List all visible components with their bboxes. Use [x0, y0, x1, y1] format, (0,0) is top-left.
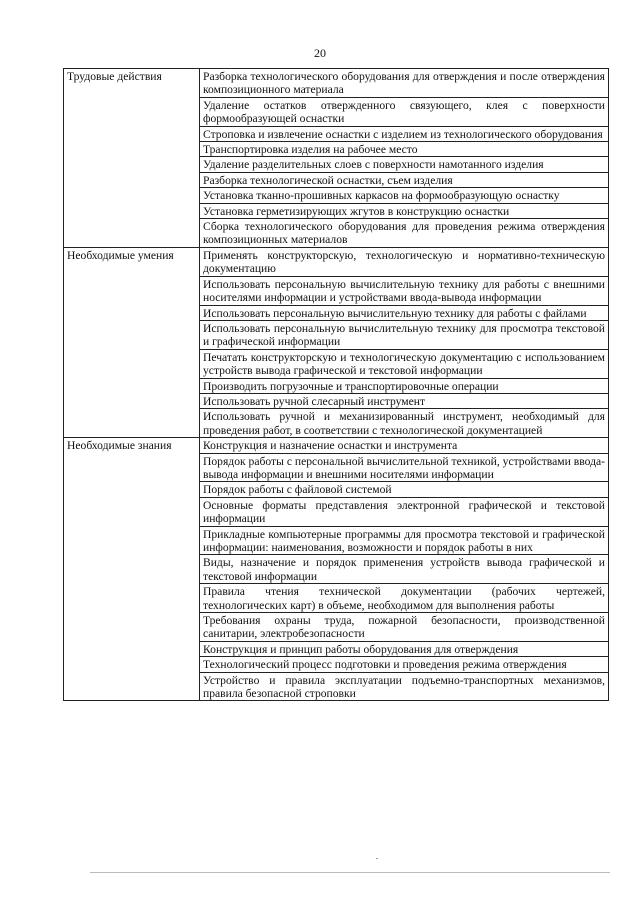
- requirement-item: Печатать конструкторскую и технологическую документацию с использованием устройств вывода графической и текстовой информации: [200, 349, 609, 378]
- table-row: [64, 69, 609, 98]
- requirement-item: Удаление разделительных слоев с поверхности намотанного изделия: [200, 157, 609, 172]
- requirement-item: Удаление остатков отвержденного связующего, клея с поверхности формообразующей оснастки: [200, 97, 609, 126]
- requirement-item: Производить погрузочные и транспортировочные операции: [200, 378, 609, 393]
- requirement-item: Порядок работы с файловой системой: [200, 482, 609, 497]
- requirement-item: Установка тканно-прошивных каркасов на формообразующую оснастку: [200, 188, 609, 203]
- requirement-item: Требования охраны труда, пожарной безопасности, производственной санитарии, электробезопасности: [200, 613, 609, 642]
- requirement-item: Порядок работы с персональной вычислительной техникой, устройствами ввода-вывода информации и внешними носителями информации: [200, 453, 609, 482]
- table-row: [64, 247, 609, 276]
- requirement-item: Применять конструкторскую, технологическую и нормативно-техническую документацию: [200, 247, 609, 276]
- requirement-item: Транспортировка изделия на рабочее место: [200, 142, 609, 157]
- section-category: Трудовые действия: [64, 69, 200, 248]
- requirement-item: Технологический процесс подготовки и проведения режима отверждения: [200, 657, 609, 672]
- table-row: [64, 438, 609, 453]
- requirement-item: Разборка технологической оснастки, съем изделия: [200, 172, 609, 187]
- requirement-item: Конструкция и принцип работы оборудования для отверждения: [200, 641, 609, 656]
- requirement-item: Строповка и извлечение оснастки с изделием из технологического оборудования: [200, 126, 609, 141]
- page-number: 20: [314, 46, 326, 60]
- requirement-item: Правила чтения технической документации (рабочих чертежей, технологических карт) в объеме, необходимом для выполнения работы: [200, 584, 609, 613]
- requirement-item: Разборка технологического оборудования для отверждения и после отверждения композиционного материала: [200, 69, 609, 98]
- section-category: Необходимые знания: [64, 438, 200, 701]
- bottom-rule: [90, 872, 610, 873]
- requirement-item: Устройство и правила эксплуатации подъемно-транспортных механизмов, правила безопасной строповки: [200, 672, 609, 701]
- scan-speck: [376, 858, 378, 859]
- requirement-item: Использовать персональную вычислительную технику для работы с внешними носителями информации и устройствами ввода-вывода информации: [200, 276, 609, 305]
- section-category: Необходимые умения: [64, 247, 200, 437]
- requirement-item: Использовать персональную вычислительную технику для работы с файлами: [200, 305, 609, 320]
- requirement-item: Конструкция и назначение оснастки и инструмента: [200, 438, 609, 453]
- requirement-item: Использовать ручной слесарный инструмент: [200, 393, 609, 408]
- requirement-item: Использовать ручной и механизированный инструмент, необходимый для проведения работ, в соответствии с технологической документацией: [200, 409, 609, 438]
- requirement-item: Сборка технологического оборудования для проведения режима отверждения композиционных материалов: [200, 219, 609, 248]
- requirement-item: Установка герметизирующих жгутов в конструкцию оснастки: [200, 203, 609, 218]
- requirement-item: Прикладные компьютерные программы для просмотра текстовой и графической информации: наименования, возможности и порядок работы в них: [200, 526, 609, 555]
- requirement-item: Виды, назначение и порядок применения устройств вывода графической и текстовой информации: [200, 555, 609, 584]
- requirement-item: Основные форматы представления электронной графической и текстовой информации: [200, 497, 609, 526]
- requirement-item: Использовать персональную вычислительную технику для просмотра текстовой и графической информации: [200, 320, 609, 349]
- table-body: [64, 69, 609, 701]
- qualification-table: [63, 68, 609, 701]
